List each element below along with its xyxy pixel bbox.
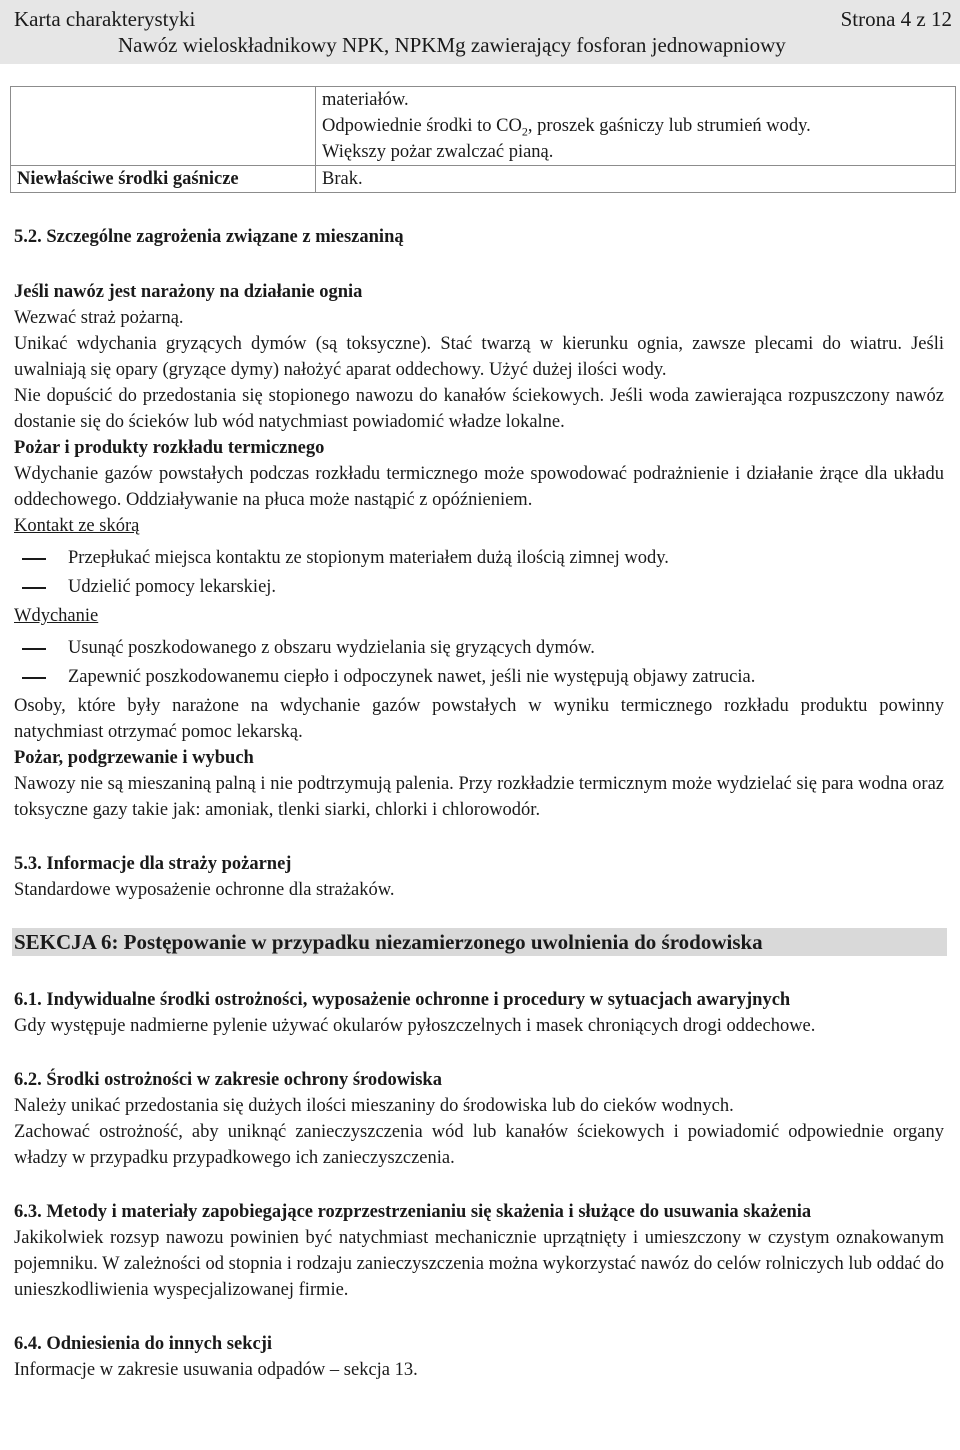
product-name: Nawóz wieloskładnikowy NPK, NPKMg zawierający fosforan jednowapniowy xyxy=(118,33,786,57)
unsuitable-media-label: Niewłaściwe środki gaśnicze xyxy=(11,166,316,193)
list-item-text: Udzielić pomocy lekarskiej. xyxy=(68,577,277,597)
paragraph: Nawozy nie są mieszaniną palną i nie podtrzymują palenia. Przy rozkładzie termicznym może wydzielać się para wodna oraz toksyczne gazy takie jak: amoniak, tlenki siarki, chlorki i chlorowodór. xyxy=(14,774,944,820)
skin-contact-heading: Kontakt ze skórą xyxy=(14,516,140,536)
list-item xyxy=(14,664,944,691)
paragraph: Informacje w zakresie usuwania odpadów – sekcja 13. xyxy=(14,1360,418,1380)
section-heading-6-4: 6.4. Odniesienia do innych sekcji xyxy=(14,1334,273,1354)
paragraph: Standardowe wyposażenie ochronne dla strażaków. xyxy=(14,880,395,900)
decomposition-heading: Pożar i produkty rozkładu termicznego xyxy=(14,438,325,458)
co2-subscript: 2 xyxy=(521,124,528,139)
inhalation-heading: Wdychanie xyxy=(14,606,99,626)
section-heading-6-3: 6.3. Metody i materiały zapobiegające rozprzestrzenianiu się skażenia i służące do usuwania skażenia xyxy=(14,1202,812,1222)
list-item xyxy=(14,574,944,601)
list-item-text: Przepłukać miejsca kontaktu ze stopionym materiałem dużą ilością zimnej wody. xyxy=(68,548,669,568)
section-6-title: SEKCJA 6: Postępowanie w przypadku niezamierzonego uwolnienia do środowiska xyxy=(12,928,947,956)
list-item-text: Usunąć poszkodowanego z obszaru wydzielania się gryzących dymów. xyxy=(68,638,595,658)
paragraph: Nie dopuścić do przedostania się stopionego nawozu do kanałów ściekowych. Jeśli woda zawierająca rozpuszczony nawóz dostanie się do ścieków lub wód natychmiast powiadomić władze lokalne. xyxy=(14,386,944,432)
suitable-media-text: Odpowiednie środki to CO xyxy=(322,116,522,136)
suitable-media-line: materiałów. xyxy=(322,90,409,110)
list-item-text: Zapewnić poszkodowanemu ciepło i odpoczynek nawet, jeśli nie występują objawy zatrucia. xyxy=(68,667,756,687)
document-title: Karta charakterystyki xyxy=(14,7,196,31)
list-item xyxy=(14,545,944,572)
paragraph: Jakikolwiek rozsyp nawozu powinien być natychmiast mechanicznie uprzątnięty i umieszczony w czystym oznakowanym pojemniku. W zależności od stopnia i rodzaju zanieczyszczenia można wykorzystać nawóz do celów rolniczych lub oddać do unieszkodliwienia wyspecjalizowanej firmie. xyxy=(14,1228,944,1300)
section-heading-6-2: 6.2. Środki ostrożności w zakresie ochrony środowiska xyxy=(14,1070,442,1090)
explosion-heading: Pożar, podgrzewanie i wybuch xyxy=(14,748,254,768)
suitable-media-cell xyxy=(316,87,956,166)
paragraph: Unikać wdychania gryzących dymów (są toksyczne). Stać twarzą w kierunku ognia, zawsze plecami do wiatru. Jeśli uwalniają się opary (gryzące dymy) nałożyć aparat oddechowy. Użyć dużej ilości wody. xyxy=(14,334,944,380)
main-content xyxy=(14,224,944,1383)
page-number: Strona 4 z 12 xyxy=(840,7,952,31)
table-row xyxy=(11,87,956,166)
table-cell-empty xyxy=(11,87,316,166)
table-row xyxy=(11,166,956,193)
paragraph: Zachować ostrożność, aby uniknąć zanieczyszczenia wód lub kanałów ściekowych i powiadomić odpowiednie organy władzy w przypadku przypadkowego ich zanieczyszczenia. xyxy=(14,1122,944,1168)
unsuitable-media-value: Brak. xyxy=(316,166,956,193)
suitable-media-line xyxy=(322,113,949,139)
suitable-media-text: , proszek gaśniczy lub strumień wody. xyxy=(527,116,811,136)
paragraph: Osoby, które były narażone na wdychanie gazów powstałych w wyniku termicznego rozkładu produktu powinny natychmiast otrzymać pomoc lekarską. xyxy=(14,696,944,742)
extinguishing-media-table xyxy=(10,86,956,193)
paragraph: Wdychanie gazów powstałych podczas rozkładu termicznego może spowodować podrażnienie i działanie żrące dla układu oddechowego. Oddziaływanie na płuca może nastąpić z opóźnieniem. xyxy=(14,464,944,510)
list-item xyxy=(14,635,944,662)
suitable-media-line: Większy pożar zwalczać pianą. xyxy=(322,142,554,162)
skin-contact-list xyxy=(14,545,944,601)
section-heading-5-3: 5.3. Informacje dla straży pożarnej xyxy=(14,854,292,874)
paragraph: Wezwać straż pożarną. xyxy=(14,308,184,328)
section-heading-5-2: 5.2. Szczególne zagrożenia związane z mieszaniną xyxy=(14,227,404,247)
fire-exposure-heading: Jeśli nawóz jest narażony na działanie ognia xyxy=(14,282,363,302)
paragraph: Należy unikać przedostania się dużych ilości mieszaniny do środowiska lub do cieków wodnych. xyxy=(14,1096,734,1116)
section-heading-6-1: 6.1. Indywidualne środki ostrożności, wyposażenie ochronne i procedury w sytuacjach awaryjnych xyxy=(14,990,791,1010)
paragraph: Gdy występuje nadmierne pylenie używać okularów pyłoszczelnych i masek chroniących drogi oddechowe. xyxy=(14,1016,816,1036)
inhalation-list xyxy=(14,635,944,691)
